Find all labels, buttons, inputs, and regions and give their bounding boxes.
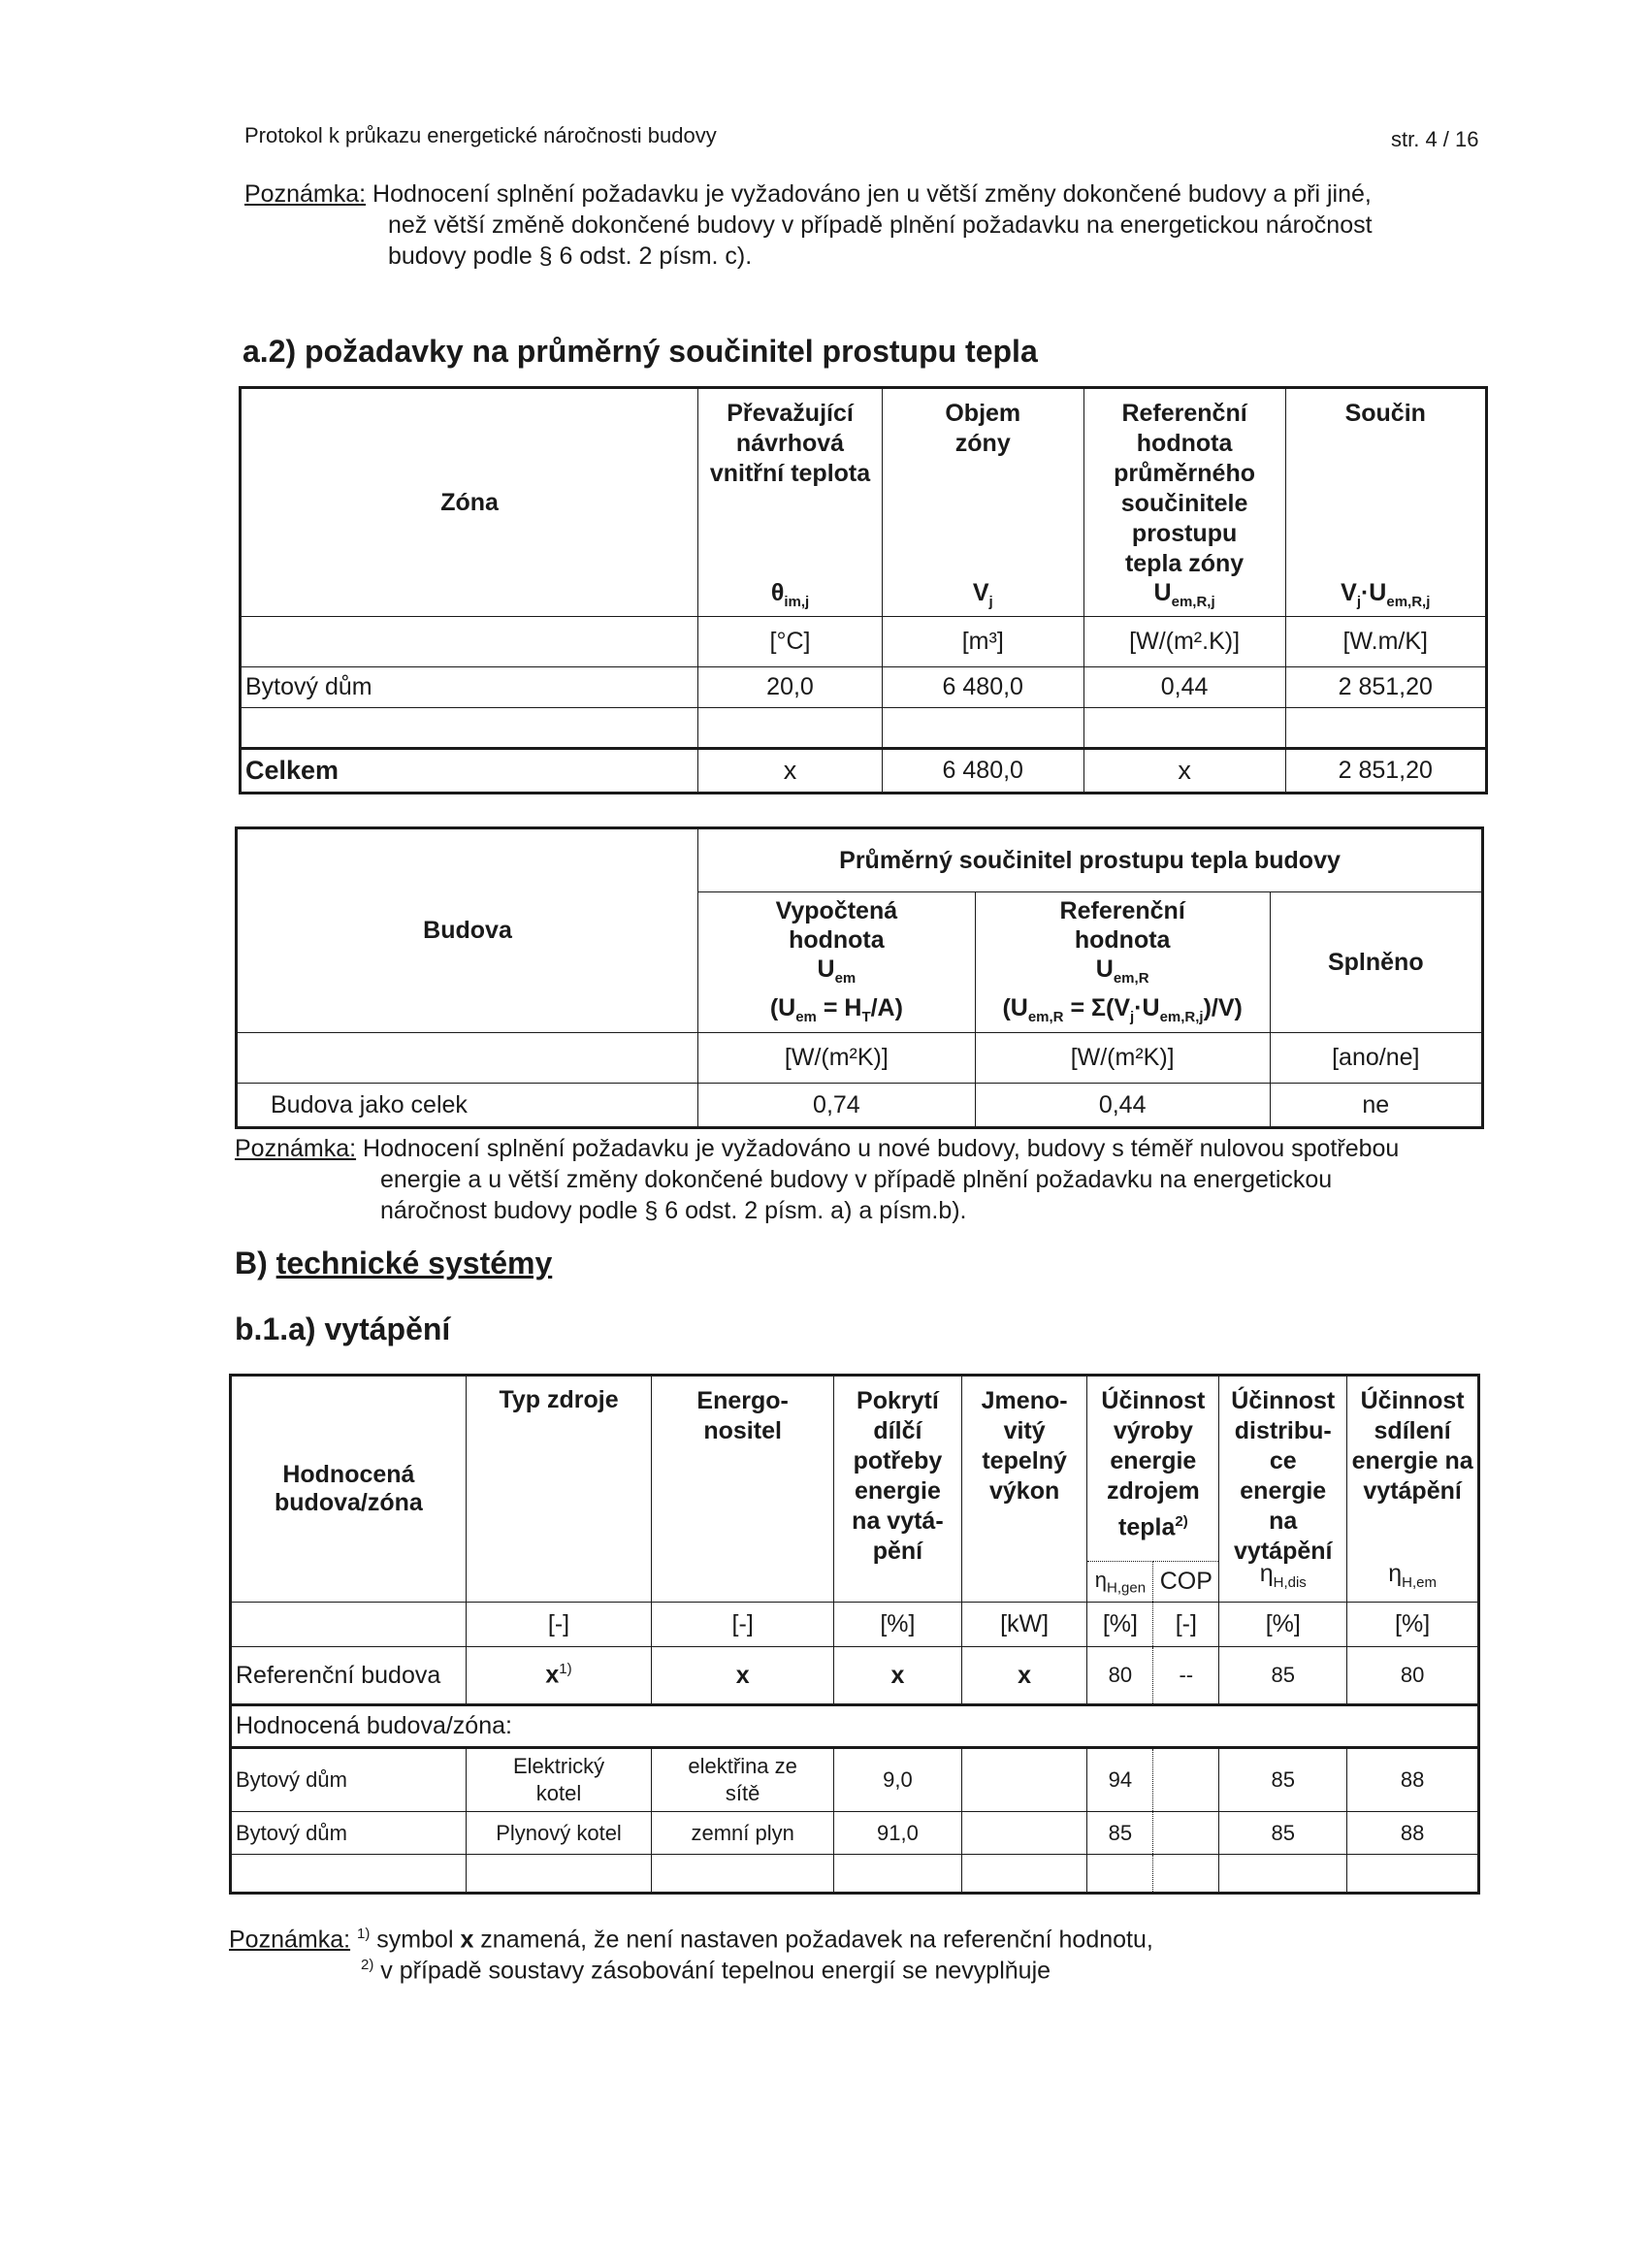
ref-typ: $x^{1)}$ <box>466 1647 651 1705</box>
col-header-eta-gen: $\eta_{H,gen}$ <box>1087 1562 1153 1603</box>
col-header-objem: Objem zóny $V_j$ <box>882 388 1083 617</box>
total-ref: x <box>1083 749 1285 794</box>
row-gen: 85 <box>1087 1812 1153 1855</box>
note-line: Hodnocení splnění požadavku je vyžadováno jen u větší změny dokončené budovy a při jiné, <box>372 180 1372 208</box>
row-teplota: 20,0 <box>698 667 883 708</box>
row-typ: Plynový kotel <box>466 1812 651 1855</box>
unit-soucin: [W.m/K] <box>1285 617 1486 667</box>
row-dis: 85 <box>1219 1748 1347 1812</box>
row-splneno: ne <box>1270 1084 1482 1128</box>
note-2-line-3: náročnost budovy podle § 6 odst. 2 písm. a) a písm.b). <box>380 1197 967 1224</box>
total-soucin: 2 851,20 <box>1285 749 1486 794</box>
row-cop <box>1153 1812 1219 1855</box>
unit-cell-empty <box>237 1033 698 1084</box>
table-row <box>237 1084 1483 1128</box>
col-header-jmenovity: Jmeno- vitý tepelný výkon <box>961 1376 1087 1603</box>
col-header-ucinnost-distribuce: Účinnost distribu- ce energie na vytápění $\eta_{H,dis}$ <box>1219 1376 1347 1603</box>
col-header-zona: Zóna <box>241 388 698 617</box>
row-vyp: 0,74 <box>698 1084 976 1128</box>
unit-objem: [m³] <box>882 617 1083 667</box>
note-label: Poznámka: <box>244 180 367 208</box>
ref-gen: 80 <box>1087 1647 1153 1705</box>
col-header-budova: Budova <box>237 828 698 1033</box>
note-2 <box>235 1133 1399 1164</box>
table-row <box>231 1812 1479 1855</box>
col-header-soucin: Součin $V_j\cdot U_{em,R,j}$ <box>1285 388 1486 617</box>
row-budova: Budova jako celek <box>237 1084 698 1128</box>
note-label: Poznámka: <box>235 1135 357 1162</box>
row-energo: zemní plyn <box>652 1812 834 1855</box>
total-objem: 6 480,0 <box>882 749 1083 794</box>
col-header-cop: COP <box>1153 1562 1219 1603</box>
unit-cell-empty <box>241 617 698 667</box>
total-teplota: x <box>698 749 883 794</box>
table-row-total <box>241 749 1487 794</box>
note-1-line-2: než větší změně dokončené budovy v případě plnění požadavku na energetickou náročnost <box>388 211 1373 239</box>
row-zona: Bytový dům <box>241 667 698 708</box>
total-label: Celkem <box>241 749 698 794</box>
ref-dis: 85 <box>1219 1647 1347 1705</box>
unit-dis: [%] <box>1219 1603 1347 1647</box>
unit-jmenovity: [kW] <box>961 1603 1087 1647</box>
ref-cop: -- <box>1153 1647 1219 1705</box>
note-line: Hodnocení splnění požadavku je vyžadováno u nové budovy, budovy s téměř nulovou spotřebou <box>363 1135 1400 1162</box>
unit-ref: [W/(m²K)] <box>975 1033 1270 1084</box>
row-cop <box>1153 1748 1219 1812</box>
section-heading-a2: a.2) požadavky na průměrný součinitel prostupu tepla <box>242 334 1038 369</box>
col-header-ucinnost-vyroby: Účinnost výroby energie zdrojem tepla$^{2)}$ <box>1087 1376 1219 1562</box>
table-row <box>231 1748 1479 1812</box>
row-pokryti: 9,0 <box>834 1748 962 1812</box>
col-header-teplota: Převažující návrhová vnitřní teplota $\theta_{im,j}$ <box>698 388 883 617</box>
col-header-energo: Energo- nositel <box>652 1376 834 1603</box>
note-3-line-2: $^{2)}$ v případě soustavy zásobování tepelnou energií se nevyplňuje <box>361 1957 1051 1985</box>
col-header-vyp: Vypočtená hodnota $U_{em}$ $(U_{em} = H_T/A)$ <box>698 892 976 1033</box>
table-row-empty <box>241 708 1487 749</box>
row-gen: 94 <box>1087 1748 1153 1812</box>
note-label: Poznámka: <box>229 1926 351 1954</box>
unit-energo: [-] <box>652 1603 834 1647</box>
ref-em: 80 <box>1347 1647 1479 1705</box>
col-header-pokryti: Pokrytí dílčí potřeby energie na vytá- pění <box>834 1376 962 1603</box>
col-header-ref: Referenční hodnota průměrného součinitele prostupu tepla zóny $U_{em,R,j}$ <box>1083 388 1285 617</box>
table-row-empty <box>231 1855 1479 1894</box>
ref-energo: x <box>652 1647 834 1705</box>
col-header-ucinnost-sdileni: Účinnost sdílení energie na vytápění $\eta_{H,em}$ <box>1347 1376 1479 1603</box>
row-energo: elektřina ze sítě <box>652 1748 834 1812</box>
note-2-line-2: energie a u větší změny dokončené budovy v případě plnění požadavku na energetickou <box>380 1166 1333 1193</box>
unit-cop: [-] <box>1153 1603 1219 1647</box>
row-ref: 0,44 <box>1083 667 1285 708</box>
table-row-reference <box>231 1647 1479 1705</box>
note-3: Poznámka: $^{1)}$ symbol x znamená, že není nastaven požadavek na referenční hodnotu, <box>229 1926 1153 1954</box>
table-heating <box>229 1374 1480 1895</box>
ref-pokryti: x <box>834 1647 962 1705</box>
ref-label: Referenční budova <box>231 1647 467 1705</box>
row-typ: Elektrický kotel <box>466 1748 651 1812</box>
col-header-group: Průměrný součinitel prostupu tepla budovy <box>698 828 1483 892</box>
ref-jmenovity: x <box>961 1647 1087 1705</box>
unit-em: [%] <box>1347 1603 1479 1647</box>
row-objem: 6 480,0 <box>882 667 1083 708</box>
row-dis: 85 <box>1219 1812 1347 1855</box>
unit-splneno: [ano/ne] <box>1270 1033 1482 1084</box>
row-jmenovity <box>961 1748 1087 1812</box>
page-number: str. 4 / 16 <box>1391 127 1479 151</box>
unit-gen: [%] <box>1087 1603 1153 1647</box>
unit-teplota: [°C] <box>698 617 883 667</box>
note-1 <box>244 178 1372 210</box>
row-em: 88 <box>1347 1812 1479 1855</box>
table-row <box>241 667 1487 708</box>
col-header-splneno: Splněno <box>1270 892 1482 1033</box>
row-jmenovity <box>961 1812 1087 1855</box>
row-ref: 0,44 <box>975 1084 1270 1128</box>
row-pokryti: 91,0 <box>834 1812 962 1855</box>
row-label: Bytový dům <box>231 1812 467 1855</box>
col-header-typ: Typ zdroje <box>466 1376 651 1603</box>
col-header-hodnocena: Hodnocená budova/zóna <box>231 1376 467 1603</box>
row-em: 88 <box>1347 1748 1479 1812</box>
row-soucin: 2 851,20 <box>1285 667 1486 708</box>
section-heading-b: B) technické systémy <box>235 1246 553 1280</box>
note-1-line-3: budovy podle § 6 odst. 2 písm. c). <box>388 243 753 270</box>
unit-pokryti: [%] <box>834 1603 962 1647</box>
document-title: Protokol k průkazu energetické náročnosti budovy <box>244 123 717 147</box>
unit-ref: [W/(m².K)] <box>1083 617 1285 667</box>
table-zone-heat-transfer <box>239 386 1488 794</box>
row-label: Bytový dům <box>231 1748 467 1812</box>
unit-vyp: [W/(m²K)] <box>698 1033 976 1084</box>
unit-cell-empty <box>231 1603 467 1647</box>
hodnocena-label: Hodnocená budova/zóna: <box>231 1705 1479 1748</box>
unit-typ: [-] <box>466 1603 651 1647</box>
section-heading-b1a: b.1.a) vytápění <box>235 1312 451 1346</box>
col-header-ref: Referenční hodnota $U_{em,R}$ $(U_{em,R} = \Sigma(V_j\cdot U_{em,R,j})/V)$ <box>975 892 1270 1033</box>
table-building-heat-transfer <box>235 826 1484 1129</box>
